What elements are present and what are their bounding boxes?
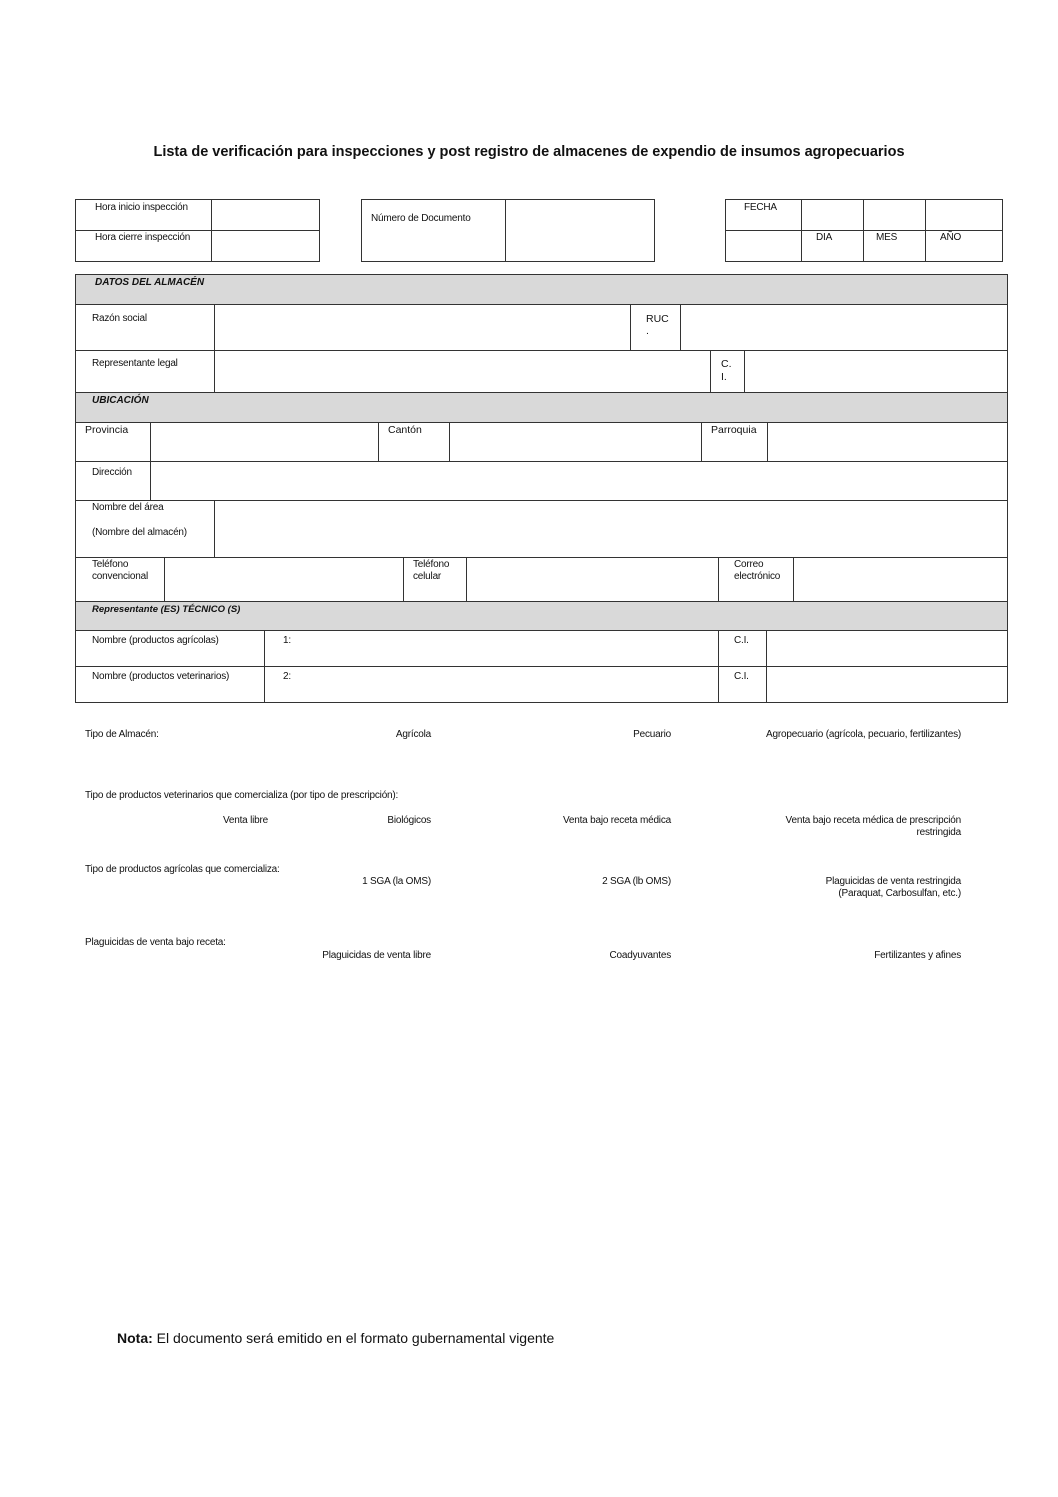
ci-2-field[interactable]: [767, 667, 1007, 702]
telefono-convencional-label-1: Teléfono: [92, 559, 129, 570]
ruc-dot: .: [646, 325, 649, 337]
ci-1-label: C.I.: [734, 635, 749, 646]
dia-label: DIA: [816, 232, 833, 243]
divider: [378, 422, 379, 461]
datos-almacen-header: DATOS DEL ALMACÉN: [95, 277, 205, 288]
divider: [630, 304, 631, 350]
ruc-label: RUC: [646, 313, 669, 325]
razon-social-label: Razón social: [92, 313, 147, 324]
fecha-label: FECHA: [744, 202, 777, 213]
telefono-celular-label-2: celular: [413, 571, 442, 582]
correo-label-2: electrónico: [734, 571, 781, 582]
plaguicidas-label: Plaguicidas de venta bajo receta:: [85, 937, 226, 948]
ci-label-c: C.: [721, 358, 732, 370]
hora-cierre-field[interactable]: [212, 231, 318, 261]
representante-ci-field[interactable]: [745, 351, 1007, 391]
representante-legal-field[interactable]: [215, 351, 709, 391]
nombre-almacen-label: (Nombre del almacén): [92, 527, 187, 538]
section-header: [76, 275, 1007, 304]
canton-label: Cantón: [388, 424, 422, 436]
veterinarios-label: Tipo de productos veterinarios que comercializa (por tipo de prescripción):: [85, 790, 399, 801]
divider: [701, 422, 702, 461]
telefono-convencional-label-2: convencional: [92, 571, 148, 582]
veterinarios-receta-medica[interactable]: Venta bajo receta médica: [562, 815, 671, 826]
plaguicidas-venta-libre[interactable]: Plaguicidas de venta libre: [322, 950, 431, 961]
representante-legal-label: Representante legal: [92, 358, 178, 369]
agricolas-sga-1[interactable]: 1 SGA (la OMS): [362, 876, 431, 887]
nombre-area-field[interactable]: [215, 501, 1007, 556]
telefono-convencional-field[interactable]: [165, 558, 402, 600]
provincia-field[interactable]: [151, 423, 377, 460]
ano-field[interactable]: [926, 200, 1002, 230]
divider: [403, 557, 404, 601]
mes-label: MES: [876, 232, 898, 243]
telefono-celular-label-1: Teléfono: [413, 559, 450, 570]
divider: [725, 230, 1003, 231]
tipo-almacen-agropecuario[interactable]: Agropecuario (agrícola, pecuario, fertilizantes): [766, 729, 961, 740]
ci-label-i: I.: [721, 371, 727, 383]
hora-inicio-field[interactable]: [212, 200, 318, 230]
ci-2-label: C.I.: [734, 671, 749, 682]
nombre-agricolas-label: Nombre (productos agrícolas): [92, 635, 219, 646]
veterinarios-venta-libre[interactable]: Venta libre: [222, 815, 268, 826]
tipo-almacen-pecuario[interactable]: Pecuario: [633, 729, 671, 740]
tipo-almacen-agricola[interactable]: Agrícola: [395, 729, 431, 740]
tecnico-2-field[interactable]: [295, 667, 717, 702]
tipo-almacen-label: Tipo de Almacén:: [85, 729, 159, 740]
agricolas-venta-restringida-1[interactable]: Plaguicidas de venta restringida: [825, 876, 961, 887]
nota-label: Nota:: [117, 1330, 153, 1346]
canton-field[interactable]: [450, 423, 700, 460]
tecnico-2-number: 2:: [283, 671, 291, 682]
nota-text: El documento será emitido en el formato gubernamental vigente: [152, 1330, 555, 1346]
direccion-label: Dirección: [92, 467, 132, 478]
numero-documento-field[interactable]: [506, 200, 654, 261]
dia-field[interactable]: [802, 200, 863, 230]
nombre-area-label: Nombre del área: [92, 502, 164, 513]
section-header: [76, 393, 1007, 422]
parroquia-field[interactable]: [768, 423, 1007, 460]
hora-cierre-label: Hora cierre inspección: [95, 232, 191, 243]
ruc-field[interactable]: [681, 305, 1007, 349]
tecnico-1-number: 1:: [283, 635, 291, 646]
divider: [710, 350, 711, 392]
telefono-celular-field[interactable]: [467, 558, 717, 600]
tecnico-1-field[interactable]: [295, 631, 717, 665]
direccion-field[interactable]: [151, 462, 1007, 499]
hora-inicio-label: Hora inicio inspección: [95, 202, 188, 213]
veterinarios-receta-restringida-2: restringida: [916, 827, 961, 838]
divider: [718, 557, 719, 601]
parroquia-label: Parroquia: [711, 424, 757, 436]
correo-field[interactable]: [794, 558, 1007, 600]
agricolas-venta-restringida-2: (Paraquat, Carbosulfan, etc.): [838, 888, 961, 899]
tecnico-header: Representante (ES) TÉCNICO (S): [92, 604, 241, 615]
correo-label-1: Correo: [734, 559, 764, 570]
plaguicidas-coadyuvantes[interactable]: Coadyuvantes: [609, 950, 671, 961]
ci-1-field[interactable]: [767, 631, 1007, 665]
nombre-veterinarios-label: Nombre (productos veterinarios): [92, 671, 230, 682]
plaguicidas-fertilizantes[interactable]: Fertilizantes y afines: [874, 950, 961, 961]
veterinarios-biologicos[interactable]: Biológicos: [387, 815, 431, 826]
agricolas-sga-2[interactable]: 2 SGA (lb OMS): [602, 876, 671, 887]
ano-label: AÑO: [940, 232, 962, 243]
agricolas-label: Tipo de productos agrícolas que comercializa:: [85, 864, 280, 875]
provincia-label: Provincia: [85, 424, 129, 436]
veterinarios-receta-restringida-1[interactable]: Venta bajo receta médica de prescripción: [785, 815, 961, 826]
page-title: Lista de verificación para inspecciones y post registro de almacenes de expendio de insumos agropecuarios: [153, 144, 905, 160]
ubicacion-header: UBICACIÓN: [92, 395, 149, 406]
nota: [117, 1330, 554, 1346]
razon-social-field[interactable]: [215, 305, 629, 349]
numero-documento-label: Número de Documento: [371, 213, 471, 224]
mes-field[interactable]: [864, 200, 925, 230]
